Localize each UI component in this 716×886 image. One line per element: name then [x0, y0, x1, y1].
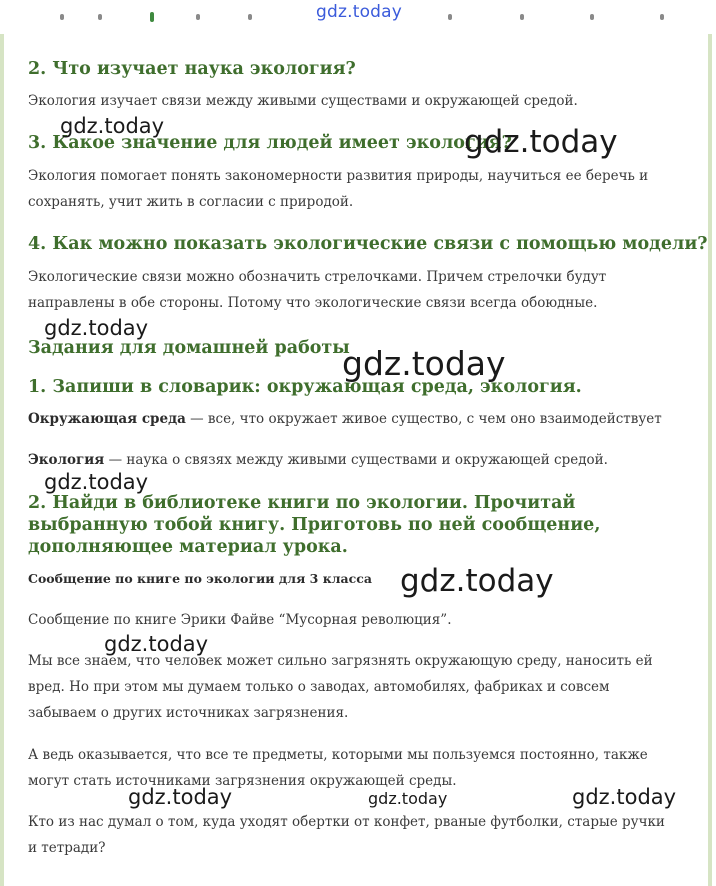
watermark: gdz.today: [128, 785, 233, 809]
fragment: [196, 14, 200, 20]
watermark: gdz.today: [60, 114, 165, 138]
watermark-top: gdz.today: [316, 2, 403, 22]
homework-task-1-title: 1. Запиши в словарик: окружающая среда, экология.: [28, 377, 582, 397]
question-2-answer: Экология изучает связи между живыми существами и окружающей средой.: [28, 93, 578, 109]
fragment: [660, 14, 664, 20]
top-strip: [0, 0, 716, 34]
fragment: [150, 12, 154, 22]
watermark: gdz.today: [368, 789, 448, 808]
term-1-definition: — все, что окружает живое существо, с чем оно взаимодействует: [185, 411, 662, 427]
report-paragraph-1: Сообщение по книге Эрики Файве “Мусорная революция”.: [28, 612, 452, 628]
watermark: gdz.today: [44, 470, 149, 494]
watermark: gdz.today: [464, 124, 618, 160]
fragment: [448, 14, 452, 20]
homework-task-2-title: 2. Найди в библиотеке книги по экологии. Прочитай выбранную тобой книгу. Приготовь по ней сообщение, дополняющее материал урока.: [28, 493, 601, 557]
fragment: [248, 14, 252, 20]
fragment: [98, 14, 102, 20]
term-2: Экология: [28, 452, 105, 468]
report-paragraph-3: А ведь оказывается, что все те предметы, которыми мы пользуемся постоянно, также могут стать источниками загрязнения окружающей среды.: [28, 747, 648, 789]
fragment: [520, 14, 524, 20]
fragment: [590, 14, 594, 20]
question-3-answer: Экология помогает понять закономерности развития природы, научиться ее беречь и сохранять, учит жить в согласии с природой.: [28, 168, 649, 210]
watermark: gdz.today: [104, 632, 209, 656]
term-2-definition: — наука о связях между живыми существами и окружающей средой.: [104, 452, 608, 468]
question-2-title: 2. Что изучает наука экология?: [28, 59, 356, 79]
watermark: gdz.today: [44, 316, 149, 340]
watermark: gdz.today: [572, 785, 677, 809]
watermark: gdz.today: [400, 563, 554, 599]
watermark: gdz.today: [342, 344, 506, 383]
question-4-answer: Экологические связи можно обозначить стрелочками. Причем стрелочки будут направлены в обе стороны. Потому что экологические связи всегда обоюдные.: [28, 269, 607, 311]
question-4-title: 4. Как можно показать экологические связи с помощью модели?: [28, 234, 708, 254]
question-3-title: 3. Какое значение для людей имеет экология?: [28, 133, 512, 153]
term-definition-1: [28, 406, 678, 432]
report-heading: Сообщение по книге по экологии для 3 класса: [28, 571, 372, 586]
term-1: Окружающая среда: [28, 411, 186, 427]
homework-title: Задания для домашней работы: [28, 338, 350, 358]
fragment: [60, 14, 64, 20]
report-paragraph-2: Мы все знаем, что человек может сильно загрязнять окружающую среду, наносить ей вред. Но при этом мы думаем только о заводах, автомобилях, фабриках и совсем забываем о других источниках загрязнения.: [28, 653, 653, 721]
report-paragraph-4: Кто из нас думал о том, куда уходят обертки от конфет, рваные футболки, старые ручки и тетради?: [28, 814, 665, 856]
article-content: [0, 34, 712, 886]
